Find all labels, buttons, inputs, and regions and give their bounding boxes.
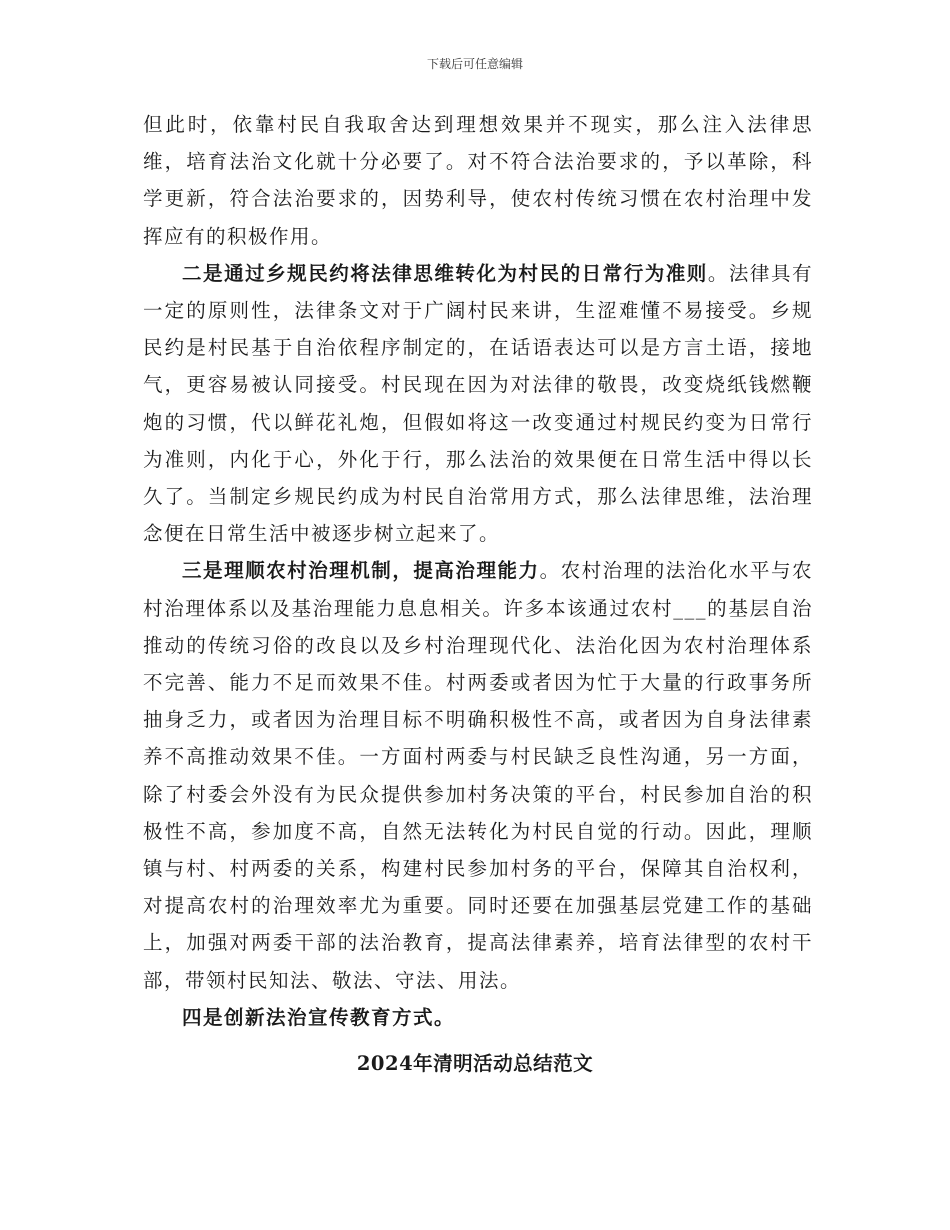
paragraph-lead-heading: 二是通过乡规民约将法律思维转化为村民的日常行为准则 bbox=[182, 261, 708, 285]
paragraph-lead-heading: 三是理顺农村治理机制，提高治理能力 bbox=[182, 559, 540, 583]
paragraph-point-three bbox=[143, 552, 813, 998]
paragraph-point-two bbox=[143, 255, 813, 553]
paragraph-continuation bbox=[143, 106, 813, 255]
paragraph-text: 但此时，依靠村民自我取舍达到理想效果并不现实，那么注入法律思维，培育法治文化就十分必要了。对不符合法治要求的，予以革除，科学更新，符合法治要求的，因势利导，使农村传统习惯在农村治理中发挥应有的积极作用。 bbox=[143, 113, 813, 248]
paragraph-text: 。法律具有一定的原则性，法律条文对于广阔村民来讲，生涩难懂不易接受。乡规民约是村民基于自治依程序制定的，在话语表达可以是方言土语，接地气，更容易被认同接受。村民现在因为对法律的敬畏，改变烧纸钱燃鞭炮的习惯，代以鲜花礼炮，但假如将这一改变通过村规民约变为日常行为准则，内化于心，外化于行，那么法治的效果便在日常生活中得以长久了。当制定乡规民约成为村民自治常用方式，那么法律思维，法治理念便在日常生活中被逐步树立起来了。 bbox=[143, 261, 813, 546]
document-body bbox=[143, 106, 813, 1036]
paragraph-point-four bbox=[143, 999, 813, 1036]
page-header-note: 下载后可任意编辑 bbox=[426, 57, 523, 71]
paragraph-lead-heading: 四是创新法治宣传教育方式。 bbox=[182, 1005, 456, 1029]
paragraph-text: 。农村治理的法治化水平与农村治理体系以及基治理能力息息相关。许多本该通过农村___的基层自治推动的传统习俗的改良以及乡村治理现代化、法治化因为农村治理体系不完善、能力不足而效果不佳。村两委或者因为忙于大量的行政事务所抽身乏力，或者因为治理目标不明确积极性不高，或者因为自身法律素养不高推动效果不佳。一方面村两委与村民缺乏良性沟通，另一方面，除了村委会外没有为民众提供参加村务决策的平台，村民参加自治的积极性不高，参加度不高，自然无法转化为村民自觉的行动。因此，理顺镇与村、村两委的关系，构建村民参加村务的平台，保障其自治权利，对提高农村的治理效率尤为重要。同时还要在加强基层党建工作的基础上，加强对两委干部的法治教育，提高法律素养，培育法律型的农村干部，带领村民知法、敬法、守法、用法。 bbox=[143, 559, 813, 992]
next-article-title: 2024年清明活动总结范文 bbox=[356, 1052, 594, 1075]
